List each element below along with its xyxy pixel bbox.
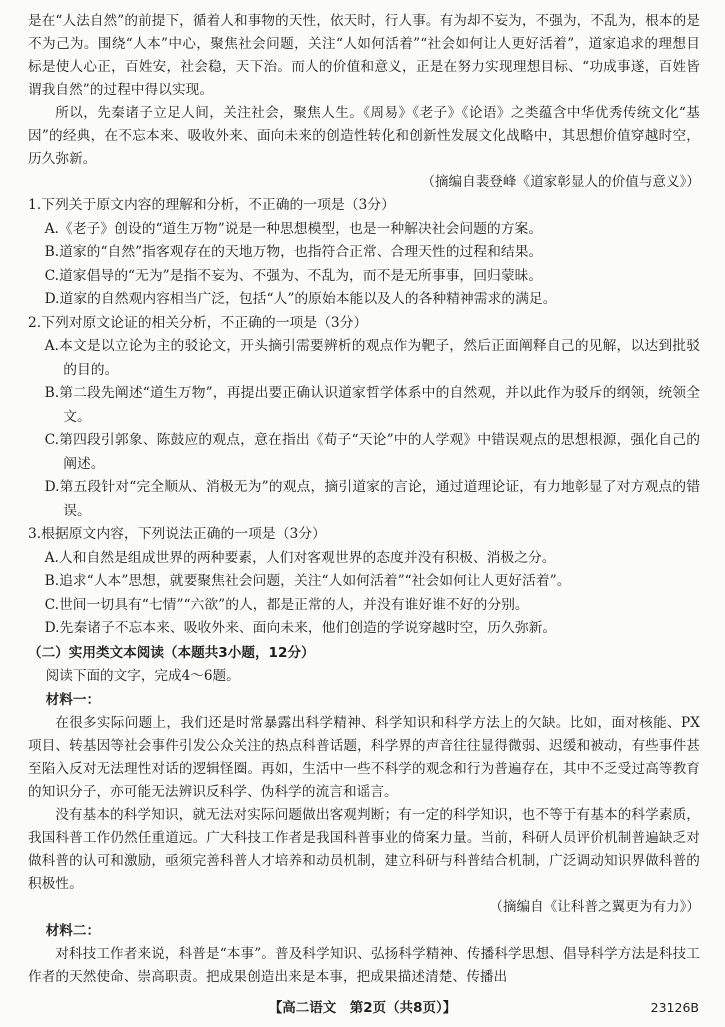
question-2 — [28, 312, 700, 524]
material-2-paragraph: 对科技工作者来说，科普是“本事”。普及科学知识、弘扬科学精神、传播科学思想、倡导科学方法是科技工作者的天然使命、崇高职责。把成果创造出来是本事，把成果描述清楚、传播出 — [28, 946, 700, 985]
question-stem: 2.下列对原文论证的相关分析，不正确的一项是（3分） — [28, 314, 368, 331]
footer-page-label: 【高二语文 第2页（共8页）】 — [268, 1000, 457, 1016]
question-stem: 1.下列关于原文内容的理解和分析，不正确的一项是（3分） — [28, 197, 395, 213]
material-1-source: （摘编自《让科普之翼更为有力》） — [489, 899, 700, 915]
passage-paragraph-continued: 是在“人法自然”的前提下，循着人和事物的天性，依天时，行人事。有为却不妄为，不强为，不乱为，根本的是不为己为。围绕“人本”中心，聚焦社会问题，关注“人如何活着”“社会如何让人更好活着”，道家追求的理想目标是使人心正，百姓安，社会稳，天下治。而人的价值和意义，正是在努力实现理想目标、“功成事遂，百姓皆谓我自然”的过程中得以实现。 — [28, 13, 700, 98]
question-option: A.《老子》创设的“道生万物”说是一种思想模型，也是一种解决社会问题的方案。 — [44, 220, 543, 237]
question-option: A.人和自然是组成世界的两种要素，人们对客观世界的态度并没有积极、消极之分。 — [44, 549, 556, 566]
question-3 — [28, 523, 700, 641]
footer-exam-code: 23126B — [650, 1000, 699, 1015]
passage-source: （摘编自裴登峰《道家彰显人的价值与意义》） — [421, 174, 700, 190]
page-footer — [0, 996, 725, 1020]
question-option: D.道家的自然观内容相当广泛，包括“人”的原始本能以及人的各种精神需求的满足。 — [44, 291, 557, 307]
passage-paragraph-last: 所以，先秦诸子立足人间，关注社会，聚焦人生。《周易》《老子》《论语》之类蕴含中华优秀传统文化“基因”的经典，在不忘本来、吸收外来、面向未来的创造性转化和创新性发展文化战略中，其思想价值穿越时空，历久弥新。 — [28, 105, 700, 167]
question-option: B.第二段先阐述“道生万物”，再提出要正确认识道家哲学体系中的自然观，并以此作为驳斥的纲领，统领全文。 — [44, 385, 700, 425]
exam-page — [28, 10, 700, 989]
material-1-title: 材料一： — [45, 692, 101, 708]
question-option: C.世间一切具有“七情”“六欲”的人，都是正常的人，并没有谁好谁不好的分别。 — [44, 596, 529, 613]
question-option: C.第四段引郭象、陈鼓应的观点，意在指出《荀子“天论”中的人学观》中错误观点的思想根源，强化自己的阐述。 — [44, 432, 700, 472]
question-option: B.追求“人本”思想，就要聚焦社会问题，关注“人如何活着”“社会如何让人更好活着”。 — [44, 573, 571, 589]
question-option: A.本文是以立论为主的驳论文，开头摘引需要辨析的观点作为靶子，然后正面阐释自己的见解，以达到批驳的目的。 — [44, 338, 700, 378]
question-option: C.道家倡导的“无为”是指不妄为、不强为、不乱为，而不是无所事事，回归蒙昧。 — [44, 267, 543, 284]
material-1-paragraph: 没有基本的科学知识，就无法对实际问题做出客观判断；有一定的科学知识，也不等于有基本的科学素质，我国科普工作仍然任重道远。广大科技工作者是我国科普事业的倚案力量。当前，科研人员评价机制普遍缺乏对做科普的认可和激励，亟须完善科普人才培养和动员机制，建立科研与科普结合机制，广泛调动知识界做科普的积极性。 — [28, 807, 700, 892]
section-title: （二）实用类文本阅读（本题共3小题，12分） — [28, 644, 315, 661]
material-2-title: 材料二： — [45, 923, 101, 939]
material-1-paragraph: 在很多实际问题上，我们还是时常暴露出科学精神、科学知识和科学方法上的欠缺。比如，面对核能、PX项目、转基因等社会事件引发公众关注的热点科普话题，科学界的声音往往显得微弱、迟缓和被动，有些事件甚至陷入反对无法理性对话的逻辑怪圈。再如，生活中一些不科学的观念和行为普遍存在，其中不乏受过高等教育的知识分子，亦可能无法辨识反科学、伪科学的流言和谣言。 — [28, 715, 700, 800]
question-1 — [28, 194, 700, 312]
question-option: B.道家的“自然”指客观存在的天地万物，也指符合正常、合理天性的过程和结果。 — [44, 244, 543, 260]
question-option: D.第五段针对“完全顺从、消极无为”的观点，摘引道家的言论，通过道理论证，有力地彰显了对方观点的错误。 — [44, 479, 700, 519]
question-stem: 3.根据原文内容，下列说法正确的一项是（3分） — [28, 526, 326, 542]
question-option: D.先秦诸子不忘本来、吸收外来、面向未来，他们创造的学说穿越时空，历久弥新。 — [44, 620, 557, 636]
section-instruction: 阅读下面的文字，完成4～6题。 — [45, 667, 240, 684]
